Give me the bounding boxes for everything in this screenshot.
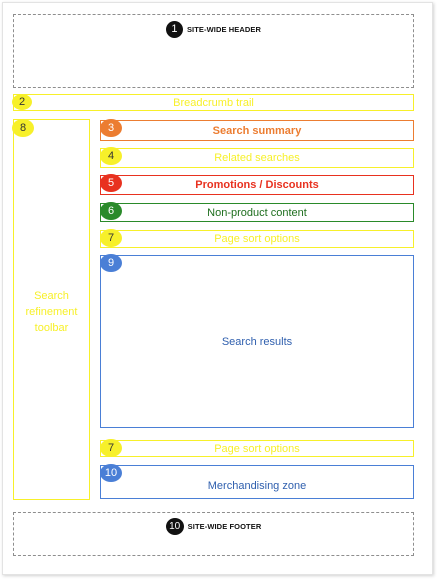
merch-label: Merchandising zone [207,480,307,492]
merch-number-badge: 10 [100,464,122,482]
related-searches [100,148,414,168]
sort-top-label: Page sort options [214,233,300,245]
breadcrumb-label: Breadcrumb trail [173,96,254,109]
non-product-content [100,203,414,222]
merchandising-zone [100,465,414,499]
site-wide-header [13,14,414,88]
search-refinement-toolbar [13,119,90,500]
sidebar-number-badge: 8 [12,119,34,137]
header-label: SITE-WIDE HEADER [186,25,262,34]
non-product-number-badge: 6 [100,202,122,220]
related-searches-number-badge: 4 [100,147,122,165]
search-summary-label: Search summary [212,124,302,137]
footer-label: SITE-WIDE FOOTER [187,522,262,531]
breadcrumb-trail [13,94,414,111]
non-product-label: Non-product content [207,206,307,219]
sort-bottom-number-badge: 7 [100,439,122,457]
promotions-discounts [100,175,414,195]
search-summary-number-badge: 3 [100,119,122,137]
page-sort-options-top [100,230,414,248]
promotions-number-badge: 5 [100,174,122,192]
breadcrumb-number-badge: 2 [12,94,32,110]
page-sort-options-bottom [100,440,414,457]
sidebar-label-line-1: Search [34,290,69,302]
sidebar-label-line-3: toolbar [34,322,69,334]
sort-bottom-label: Page sort options [214,442,300,455]
search-summary [100,120,414,141]
search-results-label: Search results [221,335,293,348]
site-wide-footer [13,512,414,556]
footer-number-badge: 10 [166,518,184,535]
sidebar-label-line-2: refinement [25,306,78,318]
search-results [100,255,414,428]
promotions-label: Promotions / Discounts [195,179,319,191]
header-number-badge: 1 [166,21,183,38]
sort-top-number-badge: 7 [100,229,122,247]
related-searches-label: Related searches [214,152,300,164]
search-results-number-badge: 9 [100,254,122,272]
